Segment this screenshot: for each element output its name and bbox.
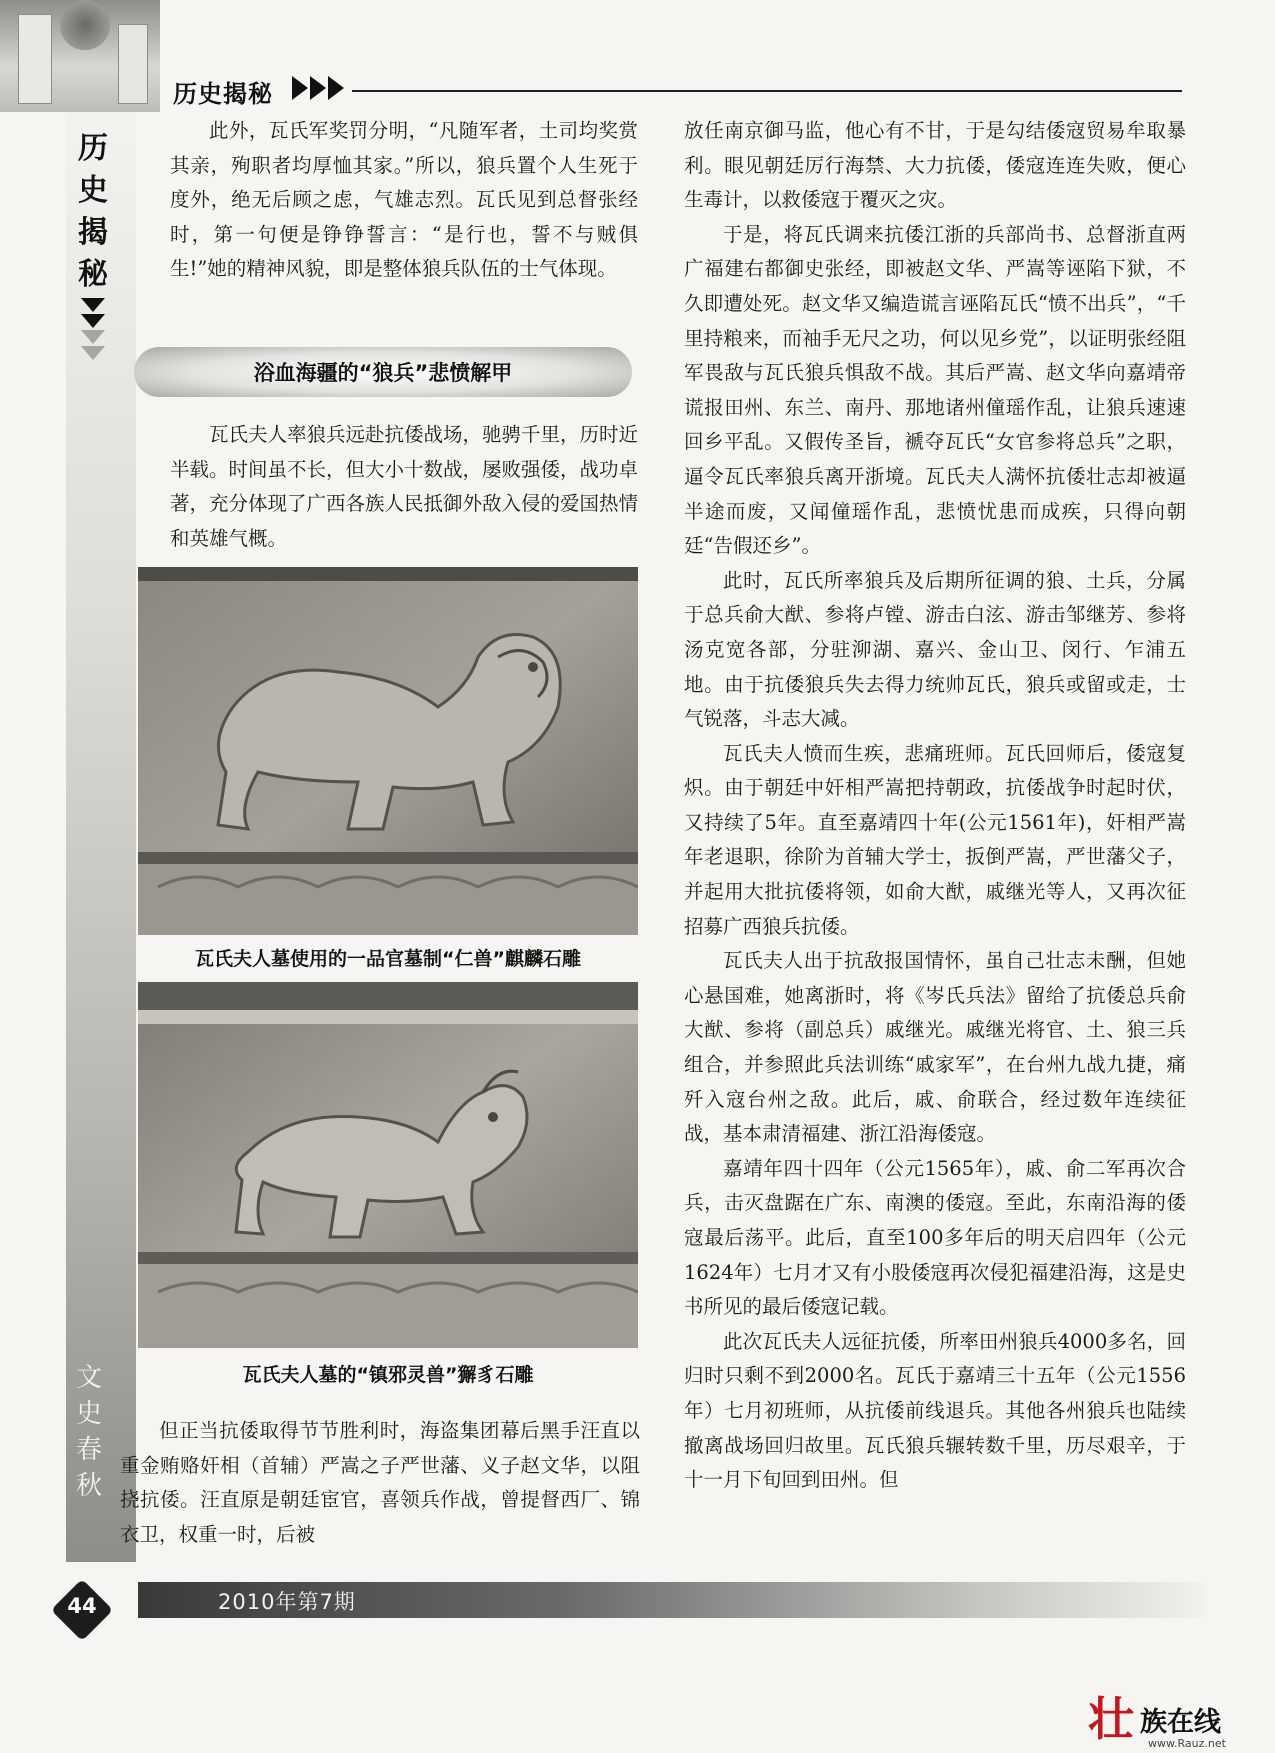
left-column-top bbox=[170, 114, 638, 287]
paragraph: 嘉靖年四十四年（公元1565年），戚、俞二军再次合兵，击灭盘踞在广东、南澳的倭寇。至此，东南沿海的倭寇最后荡平。此后，直至100多年后的明天启四年（公元1624年）七月才又有小股倭寇再次侵犯福建沿海，这是史书所见的最后倭寇记载。 bbox=[684, 1156, 1186, 1319]
photo-caption: 瓦氏夫人墓使用的一品官墓制“仁兽”麒麟石雕 bbox=[195, 948, 581, 970]
corner-photo bbox=[0, 0, 160, 112]
issue-label: 2010年第7期 bbox=[218, 1590, 356, 1614]
page-number: 44 bbox=[67, 1594, 97, 1618]
side-chevron-icons bbox=[72, 298, 114, 362]
paragraph: 此时，瓦氏所率狼兵及后期所征调的狼、土兵，分属于总兵俞大猷、参将卢镗、游击白泫、游击邹继芳、参将汤克宽各部，分驻泖湖、嘉兴、金山卫、闵行、乍浦五地。由于抗倭狼兵失去得力统帅瓦氏，狼兵或留或走，士气锐落，斗志大减。 bbox=[684, 568, 1186, 731]
paragraph: 瓦氏夫人出于抗敌报国情怀，虽自己壮志未酬，但她心悬国难，她离浙时，将《岑氏兵法》留给了抗倭总兵俞大猷、参将（副总兵）戚继光。戚继光将官、土、狼三兵组合，并参照此兵法训练“戚家军”，在台州九战九捷，痛歼入寇台州之敌。此后，戚、俞联合，经过数年连续征战，基本肃清福建、浙江沿海倭寇。 bbox=[684, 949, 1186, 1146]
right-column bbox=[684, 114, 1186, 1498]
side-bottom-char: 史 bbox=[75, 1399, 102, 1429]
watermark-site-name: 族在线 bbox=[1140, 1707, 1221, 1738]
paragraph: 瓦氏夫人率狼兵远赴抗倭战场，驰骋千里，历时近半载。时间虽不长，但大小十数战，屡败强倭，战功卓著，充分体现了广西各族人民抵御外敌入侵的爱国热情和英雄气概。 bbox=[170, 423, 639, 550]
paragraph: 于是，将瓦氏调来抗倭江浙的兵部尚书、总督浙直两广福建右都御史张经，即被赵文华、严嵩等诬陷下狱，不久即遭处死。赵文华又编造谎言诬陷瓦氏“愤不出兵”，“千里持粮来，而袖手无尺之功，何以见乡党”，以证明张经阻军畏敌与瓦氏狼兵惧敌不战。其后严嵩、赵文华向嘉靖帝谎报田州、东兰、南丹、那地诸州僮瑶作乱，让狼兵速速回乡平乱。又假传圣旨，褫夺瓦氏“女官参将总兵”之职，逼令瓦氏率狼兵离开浙境。瓦氏夫人满怀抗倭壮志却被逼半途而废，又闻僮瑶作乱，悲愤忧患而成疾，只得向朝廷“告假还乡”。 bbox=[684, 222, 1186, 558]
side-title-char: 历 bbox=[78, 131, 108, 166]
photo-caption: 瓦氏夫人墓的“镇邪灵兽”獬豸石雕 bbox=[242, 1364, 534, 1386]
left-column-middle bbox=[170, 418, 638, 556]
section-heading: 浴血海疆的“狼兵”悲愤解甲 bbox=[134, 347, 632, 397]
side-title-char: 揭 bbox=[78, 215, 108, 250]
watermark-logo: 壮 bbox=[1088, 1692, 1134, 1746]
paragraph-continuation: 放任南京御马监，他心有不甘，于是勾结倭寇贸易牟取暴利。眼见朝廷厉行海禁、大力抗倭，倭寇连连失败，便心生毒计，以救倭寇于覆灭之灾。 bbox=[684, 119, 1186, 212]
watermark-url: www.Rauz.net bbox=[1148, 1737, 1226, 1750]
paragraph: 此外，瓦氏军奖罚分明，“凡随军者，土司均奖赏其亲，殉职者均厚恤其家。”所以，狼兵置个人生死于度外，绝无后顾之虑，气雄志烈。瓦氏见到总督张经时，第一句便是铮铮誓言：“是行也，誓不与贼俱生!”她的精神风貌，即是整体狼兵队伍的士气体现。 bbox=[170, 119, 638, 281]
paragraph: 此次瓦氏夫人远征抗倭，所率田州狼兵4000多名，回归时只剩不到2000名。瓦氏于嘉靖三十五年（公元1556年）七月初班师，从抗倭前线退兵。其他各州狼兵也陆续撤离战场回归故里。瓦氏狼兵辗转数千里，历尽艰辛，于十一月下旬回到田州。但 bbox=[684, 1329, 1186, 1492]
side-title bbox=[72, 128, 114, 296]
header-arrow-icons bbox=[292, 76, 346, 100]
left-column-bottom bbox=[120, 1414, 640, 1552]
side-bottom-char: 秋 bbox=[75, 1471, 102, 1501]
side-bottom-char: 春 bbox=[75, 1435, 102, 1465]
paragraph: 瓦氏夫人愤而生疾，悲痛班师。瓦氏回师后，倭寇复炽。由于朝廷中奸相严嵩把持朝政，抗倭战争时起时伏，又持续了5年。直至嘉靖四十年(公元1561年)，奸相严嵩年老退职，徐阶为首辅大学士，扳倒严嵩，严世藩父子，并起用大批抗倭将领，如俞大猷，戚继光等人，又再次征招募广西狼兵抗倭。 bbox=[684, 741, 1186, 938]
page-number-badge bbox=[52, 1580, 112, 1640]
side-bottom-label bbox=[68, 1360, 110, 1504]
site-watermark bbox=[1088, 1694, 1275, 1753]
side-title-char: 秘 bbox=[78, 257, 108, 292]
paragraph: 但正当抗倭取得节节胜利时，海盗集团幕后黑手汪直以重金贿赂奸相（首辅）严嵩之子严世藩、义子赵文华，以阻挠抗倭。汪直原是朝廷宦官，喜领兵作战，曾提督西厂、锦衣卫，权重一时，后被 bbox=[120, 1419, 640, 1546]
side-title-char: 史 bbox=[78, 173, 108, 208]
xiezhi-stone-carving-photo bbox=[138, 982, 638, 1348]
section-header-title: 历史揭秘 bbox=[173, 80, 273, 108]
header-divider bbox=[352, 90, 1182, 92]
qilin-stone-carving-photo bbox=[138, 567, 638, 935]
side-bottom-char: 文 bbox=[75, 1363, 102, 1393]
